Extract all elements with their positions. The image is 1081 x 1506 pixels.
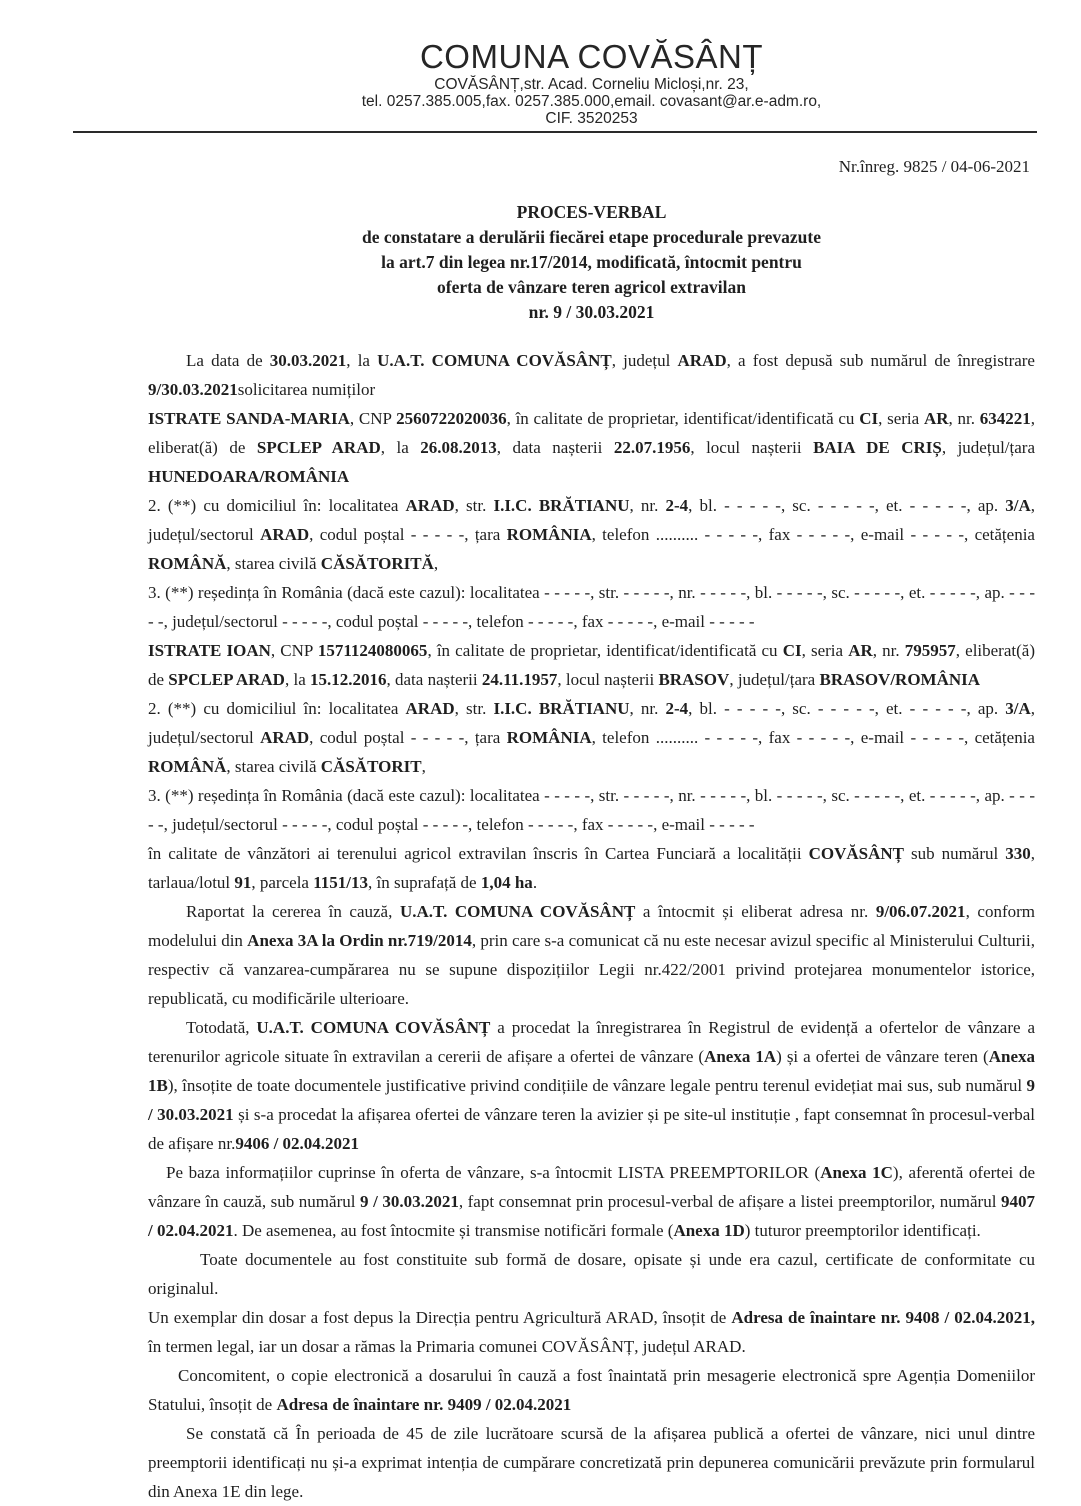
paragraph: [148, 1361, 1035, 1419]
text-segment: CĂSĂTORITĂ: [320, 554, 434, 573]
text-segment: U.A.T. COMUNA COVĂSÂNȚ: [399, 902, 636, 921]
text-segment: , în suprafață de: [368, 873, 481, 892]
text-segment: 2-4: [665, 699, 689, 718]
text-segment: ARAD: [677, 351, 727, 370]
text-segment: 9 / 30.03.2021: [360, 1192, 459, 1211]
text-segment: 330: [1005, 844, 1031, 863]
text-segment: , data nașterii: [386, 670, 482, 689]
paragraph: [148, 897, 1035, 1013]
organization-name: COMUNA COVĂSÂNȚ: [419, 38, 764, 75]
paragraph: [148, 491, 1035, 578]
text-segment: , str.: [454, 496, 494, 515]
paragraph: [148, 346, 1035, 404]
text-segment: ISTRATE IOAN: [148, 641, 271, 660]
text-segment: , județul/țara: [729, 670, 820, 689]
paragraph: [148, 1158, 1035, 1245]
text-segment: CI: [782, 641, 802, 660]
text-segment: , prin care s-a comunicat că nu este necesar avizul specific al Ministerului Culturii, respectiv că vanzarea-cumpărarea nu se supune dispozițiilor Legii nr.422/2001 privind protejarea monumentelor istorice, republicată, cu modificările ulterioare.: [148, 931, 1035, 1008]
text-segment: , seria: [801, 641, 849, 660]
text-segment: , tarlaua/lotul: [148, 844, 1035, 892]
text-segment: 2560722020036: [396, 409, 507, 428]
title-line: la art.7 din legea nr.17/2014, modificată, întocmit pentru: [381, 252, 802, 272]
text-segment: , a fost depusă sub numărul de înregistrare: [726, 351, 1035, 370]
text-segment: .: [532, 873, 538, 892]
paragraph: [148, 1013, 1035, 1158]
text-segment: , la: [346, 351, 378, 370]
text-segment: , locul nașterii: [557, 670, 659, 689]
text-segment: 9406 / 02.04.2021: [235, 1134, 360, 1153]
text-segment: ARAD: [260, 728, 310, 747]
text-segment: Concomitent, o copie electronică a dosarului în cauză a fost înaintată prin mesagerie electronică spre Agenția Domeniilor Statului, însoțit de: [148, 1366, 1035, 1414]
text-segment: 1,04 ha: [480, 873, 533, 892]
text-segment: 795957: [904, 641, 956, 660]
header-rule: [73, 131, 1037, 133]
text-segment: 24.11.1957: [481, 670, 558, 689]
paragraph: [148, 1303, 1035, 1361]
text-segment: , parcela: [251, 873, 314, 892]
text-segment: SPCLEP ARAD: [168, 670, 285, 689]
text-segment: Pe baza informațiilor cuprinse în oferta de vânzare, s-a întocmit LISTA PREEMPTORILOR (: [166, 1163, 821, 1182]
paragraph: [148, 694, 1035, 781]
text-segment: ARAD: [260, 525, 310, 544]
text-segment: La data de: [186, 351, 270, 370]
paragraph: [148, 1419, 1035, 1506]
text-segment: , bl. - - - - -, sc. - - - - -, et. - - - - -, ap.: [688, 699, 1006, 718]
text-segment: , la: [380, 438, 421, 457]
text-segment: , județul/țara: [941, 438, 1035, 457]
text-segment: , bl. - - - - -, sc. - - - - -, et. - - - - -, ap.: [688, 496, 1006, 515]
text-segment: 2. (**) cu domiciliul în: localitatea: [148, 496, 406, 515]
text-segment: , CNP: [270, 641, 318, 660]
text-segment: 9407 / 02.04.2021: [148, 1192, 1035, 1240]
text-segment: , CNP: [349, 409, 397, 428]
text-segment: Anexa 1A: [704, 1047, 777, 1066]
text-segment: , codul poștal - - - - -, țara: [309, 728, 507, 747]
title-line: PROCES-VERBAL: [516, 202, 667, 222]
text-segment: , telefon .......... - - - - -, fax - - - - -, e-mail - - - - -, cetățenia: [591, 525, 1035, 544]
text-segment: , în calitate de proprietar, identificat/identificată cu: [506, 409, 860, 428]
text-segment: , telefon .......... - - - - -, fax - - - - -, e-mail - - - - -, cetățenia: [591, 728, 1035, 747]
text-segment: U.A.T. COMUNA COVĂSÂNȚ: [377, 351, 612, 370]
text-segment: 634221: [979, 409, 1031, 428]
text-segment: , nr.: [948, 409, 980, 428]
paragraph: [148, 839, 1035, 897]
text-segment: CI: [859, 409, 879, 428]
text-segment: , fapt consemnat prin procesul-verbal de afișare a listei preemptorilor, numărul: [458, 1192, 1001, 1211]
text-segment: ,: [421, 757, 426, 776]
text-segment: Anexa 3A la Ordin nr.719/2014: [247, 931, 472, 950]
text-segment: U.A.T. COMUNA COVĂSÂNȚ: [256, 1018, 491, 1037]
text-segment: BRASOV/ROMÂNIA: [819, 670, 981, 689]
text-segment: solicitarea numiților: [237, 380, 376, 399]
text-segment: Totodată,: [186, 1018, 257, 1037]
text-segment: ROMÂNIA: [506, 728, 592, 747]
text-segment: , județul: [611, 351, 678, 370]
text-segment: , eliberat(ă) de: [148, 409, 1036, 457]
text-segment: ) tuturor preemptorilor identificați.: [744, 1221, 981, 1240]
registration-number: Nr.înreg. 9825 / 04-06-2021: [838, 157, 1030, 176]
text-segment: , județul/sectorul: [148, 496, 1035, 544]
title-line: oferta de vânzare teren agricol extravilan: [437, 277, 746, 297]
paragraph: [148, 636, 1035, 694]
text-segment: CĂSĂTORIT: [320, 757, 422, 776]
text-segment: 9/06.07.2021: [875, 902, 966, 921]
text-segment: 3. (**) reședința în România (dacă este cazul): localitatea - - - - -, str. - - - - -, nr. - - - - -, bl. - - - - -, sc. - - - - -, et. - - - - -, ap. - - - - -, județul/sectorul - - - - -, codul poștal - - - - -, telefon - - - - -, fax - - - - -, e-mail - - - - -: [148, 583, 1035, 631]
text-segment: , locul nașterii: [690, 438, 814, 457]
text-segment: 3/A: [1005, 699, 1031, 718]
text-segment: 2-4: [665, 496, 689, 515]
text-segment: ROMÂNIA: [506, 525, 592, 544]
text-segment: COVĂSÂNȚ: [808, 844, 904, 863]
title-line: de constatare a derulării fiecărei etape procedurale prevazute: [362, 227, 821, 247]
text-segment: I.I.C. BRĂTIANU: [493, 699, 630, 718]
text-segment: 1151/13: [313, 873, 369, 892]
text-segment: 1571124080065: [317, 641, 428, 660]
text-segment: 2. (**) cu domiciliul în: localitatea: [148, 699, 406, 718]
text-segment: Toate documentele au fost constituite sub formă de dosare, opisate și unde era cazul, certificate de conformitate cu originalul.: [148, 1250, 1035, 1298]
text-segment: Anexa 1B: [148, 1047, 1035, 1095]
text-segment: ,: [433, 554, 439, 573]
text-segment: , în calitate de proprietar, identificat/identificată cu: [427, 641, 783, 660]
text-segment: Se constată că În perioada de 45 de zile lucrătoare scursă de la afișarea publică a ofertei de vânzare, nici unul dintre preemptorii identificați nu și-a exprimat intenția de cumpărare concretizată prin depunerea comunicării prevăzute prin formularul din Anexa 1E din lege.: [148, 1424, 1035, 1501]
address-line-3: CIF. 3520253: [545, 110, 638, 127]
title-line: nr. 9 / 30.03.2021: [528, 302, 655, 322]
text-segment: , data nașterii: [496, 438, 614, 457]
document-title: [148, 200, 1035, 325]
text-segment: 9/30.03.2021: [148, 380, 238, 399]
paragraph: [148, 1245, 1035, 1303]
text-segment: . De asemenea, au fost întocmite și transmise notificări formale (: [233, 1221, 674, 1240]
text-segment: , codul poștal - - - - -, țara: [309, 525, 507, 544]
text-segment: a procedat la înregistrarea în Registrul de evidență a ofertelor de vânzare a terenurilor agricole situate în extravilan a cererii de afișare a ofertei de vânzare (: [148, 1018, 1036, 1066]
address-line-2: tel. 0257.385.005,fax. 0257.385.000,email. covasant@ar.e-adm.ro,: [361, 93, 822, 110]
text-segment: Adresa de înaintare nr. 9408 / 02.04.2021,: [731, 1308, 1036, 1327]
text-segment: ROMÂNĂ: [148, 554, 227, 573]
text-segment: BRASOV: [658, 670, 730, 689]
text-segment: 3. (**) reședința în România (dacă este cazul): localitatea - - - - -, str. - - - - -, nr. - - - - -, bl. - - - - -, sc. - - - - -, et. - - - - -, ap. - - - - -, județul/sectorul - - - - -, codul poștal - - - - -, telefon - - - - -, fax - - - - -, e-mail - - - - -: [148, 786, 1035, 834]
text-segment: I.I.C. BRĂTIANU: [493, 496, 630, 515]
text-segment: , conform modelului din: [148, 902, 1035, 950]
text-segment: , nr.: [629, 699, 666, 718]
text-segment: ROMÂNĂ: [148, 757, 227, 776]
text-segment: SPCLEP ARAD: [256, 438, 381, 457]
text-segment: 91: [234, 873, 252, 892]
text-segment: ), aferentă ofertei de vânzare în cauză, sub numărul: [148, 1163, 1035, 1211]
text-segment: , eliberat(ă) de: [148, 641, 1035, 689]
document-body: [148, 346, 1035, 1506]
text-segment: a întocmit și eliberat adresa nr.: [635, 902, 876, 921]
letterhead: [148, 38, 1035, 127]
text-segment: Anexa 1C: [820, 1163, 893, 1182]
text-segment: ISTRATE SANDA-MARIA: [148, 409, 350, 428]
text-segment: și s-a procedat la afișarea ofertei de vânzare teren la avizier și pe site-ul instituție , fapt consemnat în procesul-verbal de afișare nr.: [148, 1105, 1035, 1153]
text-segment: 3/A: [1005, 496, 1031, 515]
text-segment: , județul/sectorul: [148, 699, 1035, 747]
text-segment: , nr.: [629, 496, 666, 515]
text-segment: HUNEDOARA/ROMÂNIA: [148, 467, 350, 486]
text-segment: ARAD: [405, 496, 455, 515]
text-segment: 9 / 30.03.2021: [148, 1076, 1035, 1124]
text-segment: , starea civilă: [226, 757, 321, 776]
text-segment: , la: [284, 670, 310, 689]
text-segment: Adresa de înaintare nr. 9409 / 02.04.2021: [276, 1395, 572, 1414]
text-segment: , starea civilă: [226, 554, 321, 573]
paragraph: [148, 781, 1035, 839]
text-segment: sub numărul: [903, 844, 1006, 863]
text-segment: Un exemplar din dosar a fost depus la Direcția pentru Agricultură ARAD, însoțit de: [148, 1308, 732, 1327]
text-segment: Anexa 1D: [673, 1221, 745, 1240]
text-segment: ), însoțite de toate documentele justificative privind condițiile de vânzare legale pentru terenul evidețiat mai sus, sub numărul: [167, 1076, 1027, 1095]
paragraph: [148, 578, 1035, 636]
text-segment: în calitate de vânzători ai terenului agricol extravilan înscris în Cartea Funciară a localității: [148, 844, 809, 863]
text-segment: , str.: [454, 699, 494, 718]
text-segment: 26.08.2013: [420, 438, 497, 457]
text-segment: AR: [923, 409, 949, 428]
text-segment: , nr.: [872, 641, 905, 660]
text-segment: 15.12.2016: [310, 670, 387, 689]
text-segment: 22.07.1956: [613, 438, 691, 457]
text-segment: ARAD: [405, 699, 455, 718]
text-segment: în termen legal, iar un dosar a rămas la Primaria comunei COVĂSÂNȚ, județul ARAD.: [148, 1337, 746, 1356]
text-segment: ) și a ofertei de vânzare teren (: [776, 1047, 989, 1066]
text-segment: Raportat la cererea în cauză,: [186, 902, 400, 921]
text-segment: AR: [848, 641, 873, 660]
address-line-1: COVĂSÂNȚ,str. Acad. Corneliu Micloși,nr. 23,: [434, 76, 749, 93]
text-segment: , seria: [878, 409, 924, 428]
text-segment: 30.03.2021: [269, 351, 347, 370]
text-segment: BAIA DE CRIȘ: [813, 438, 942, 457]
paragraph: [148, 404, 1035, 491]
